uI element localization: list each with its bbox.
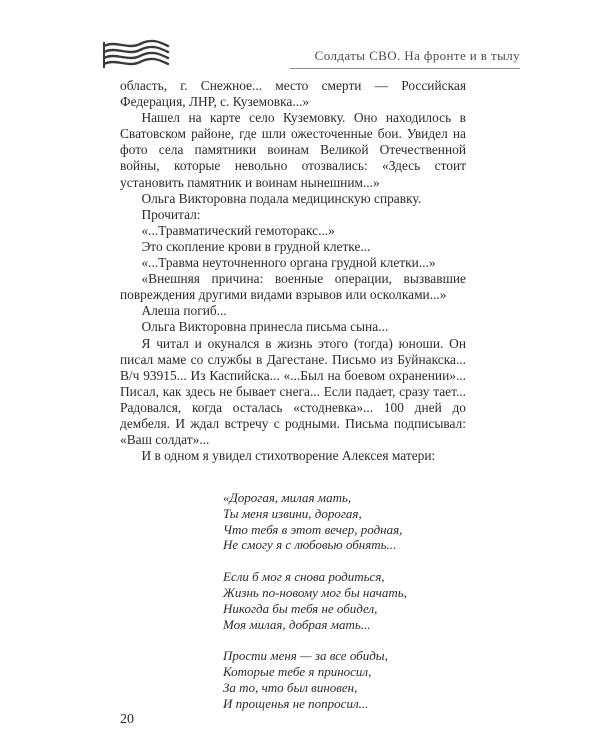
- poem-line: Не смогу я с любовью обнять...: [223, 537, 397, 553]
- paragraph: Ольга Викторовна подала медицинскую справку.: [141, 190, 422, 206]
- poem-line: Если б мог я снова родиться,: [223, 569, 385, 585]
- poem-line: За то, что был виновен,: [223, 679, 358, 695]
- paragraph: «Внешняя причина: военные операции, вызвавшие повреждения другими видами взрывов или осколками...»: [120, 271, 466, 303]
- body-text: [120, 78, 466, 464]
- header-rule: [290, 68, 520, 69]
- poem-line: Которые тебе я приносил,: [223, 664, 372, 680]
- poem-line: Прости меня — за все обиды,: [223, 648, 388, 664]
- page-header: [100, 36, 520, 76]
- paragraph: Я читал и окунался в жизнь этого (тогда) юноши. Он писал маме со службы в Дагестане. Письмо из Буйнакска... В/ч 93915... Из Каспийска... «...Был на боевом охранении»... Писал, как здесь не бывает снега... Если падает, сразу тает... Радовался, когда осталась «стодневка»... 100 дней до дембеля. И ждал встречу с родными. Письма подписывал: «Ваш солдат»...: [120, 335, 466, 448]
- poem-line: Ты меня извини, дорогая,: [223, 505, 362, 521]
- paragraph: Нашел на карте село Куземовку. Оно находилось в Сватовском районе, где шли ожесточенные бои. Увидел на фото села памятники воинам Великой Отечественной войны, которые невольно отозвались: «Здесь стоит установить памятник и воинам нынешним...»: [120, 110, 466, 190]
- paragraph: Алеша погиб...: [141, 303, 227, 319]
- poem-line: И прощенья не попросил...: [223, 695, 369, 711]
- paragraph: Прочитал:: [141, 206, 201, 222]
- running-title: Солдаты СВО. На фронте и в тылу: [314, 48, 520, 63]
- poem-stanza: [223, 490, 483, 553]
- poem-line: «Дорогая, милая мать,: [223, 490, 352, 505]
- page-number: 20: [120, 712, 134, 727]
- paragraph: область, г. Снежное... место смерти — Российская Федерация, ЛНР, с. Куземовка...»: [120, 78, 466, 110]
- paragraph: Это скопление крови в грудной клетке...: [141, 238, 371, 254]
- paragraph: «...Травма неуточненного органа грудной клетки...»: [141, 255, 436, 271]
- poem-line: Что тебя в этот вечер, родная,: [223, 521, 403, 537]
- paragraph: Ольга Викторовна принесла письма сына...: [141, 319, 389, 335]
- poem-line: Жизнь по-новому мог бы начать,: [223, 584, 407, 600]
- ribbon-flag-icon: [100, 36, 172, 75]
- poem: [223, 490, 483, 728]
- paragraph: «...Травматический гемоторакс...»: [141, 222, 335, 238]
- poem-stanza: [223, 569, 483, 632]
- poem-line: Моя милая, добрая мать...: [223, 616, 371, 632]
- poem-stanza: [223, 648, 483, 711]
- poem-line: Никогда бы тебя не обидел,: [223, 600, 378, 616]
- paragraph: И в одном я увидел стихотворение Алексея матери:: [141, 448, 436, 464]
